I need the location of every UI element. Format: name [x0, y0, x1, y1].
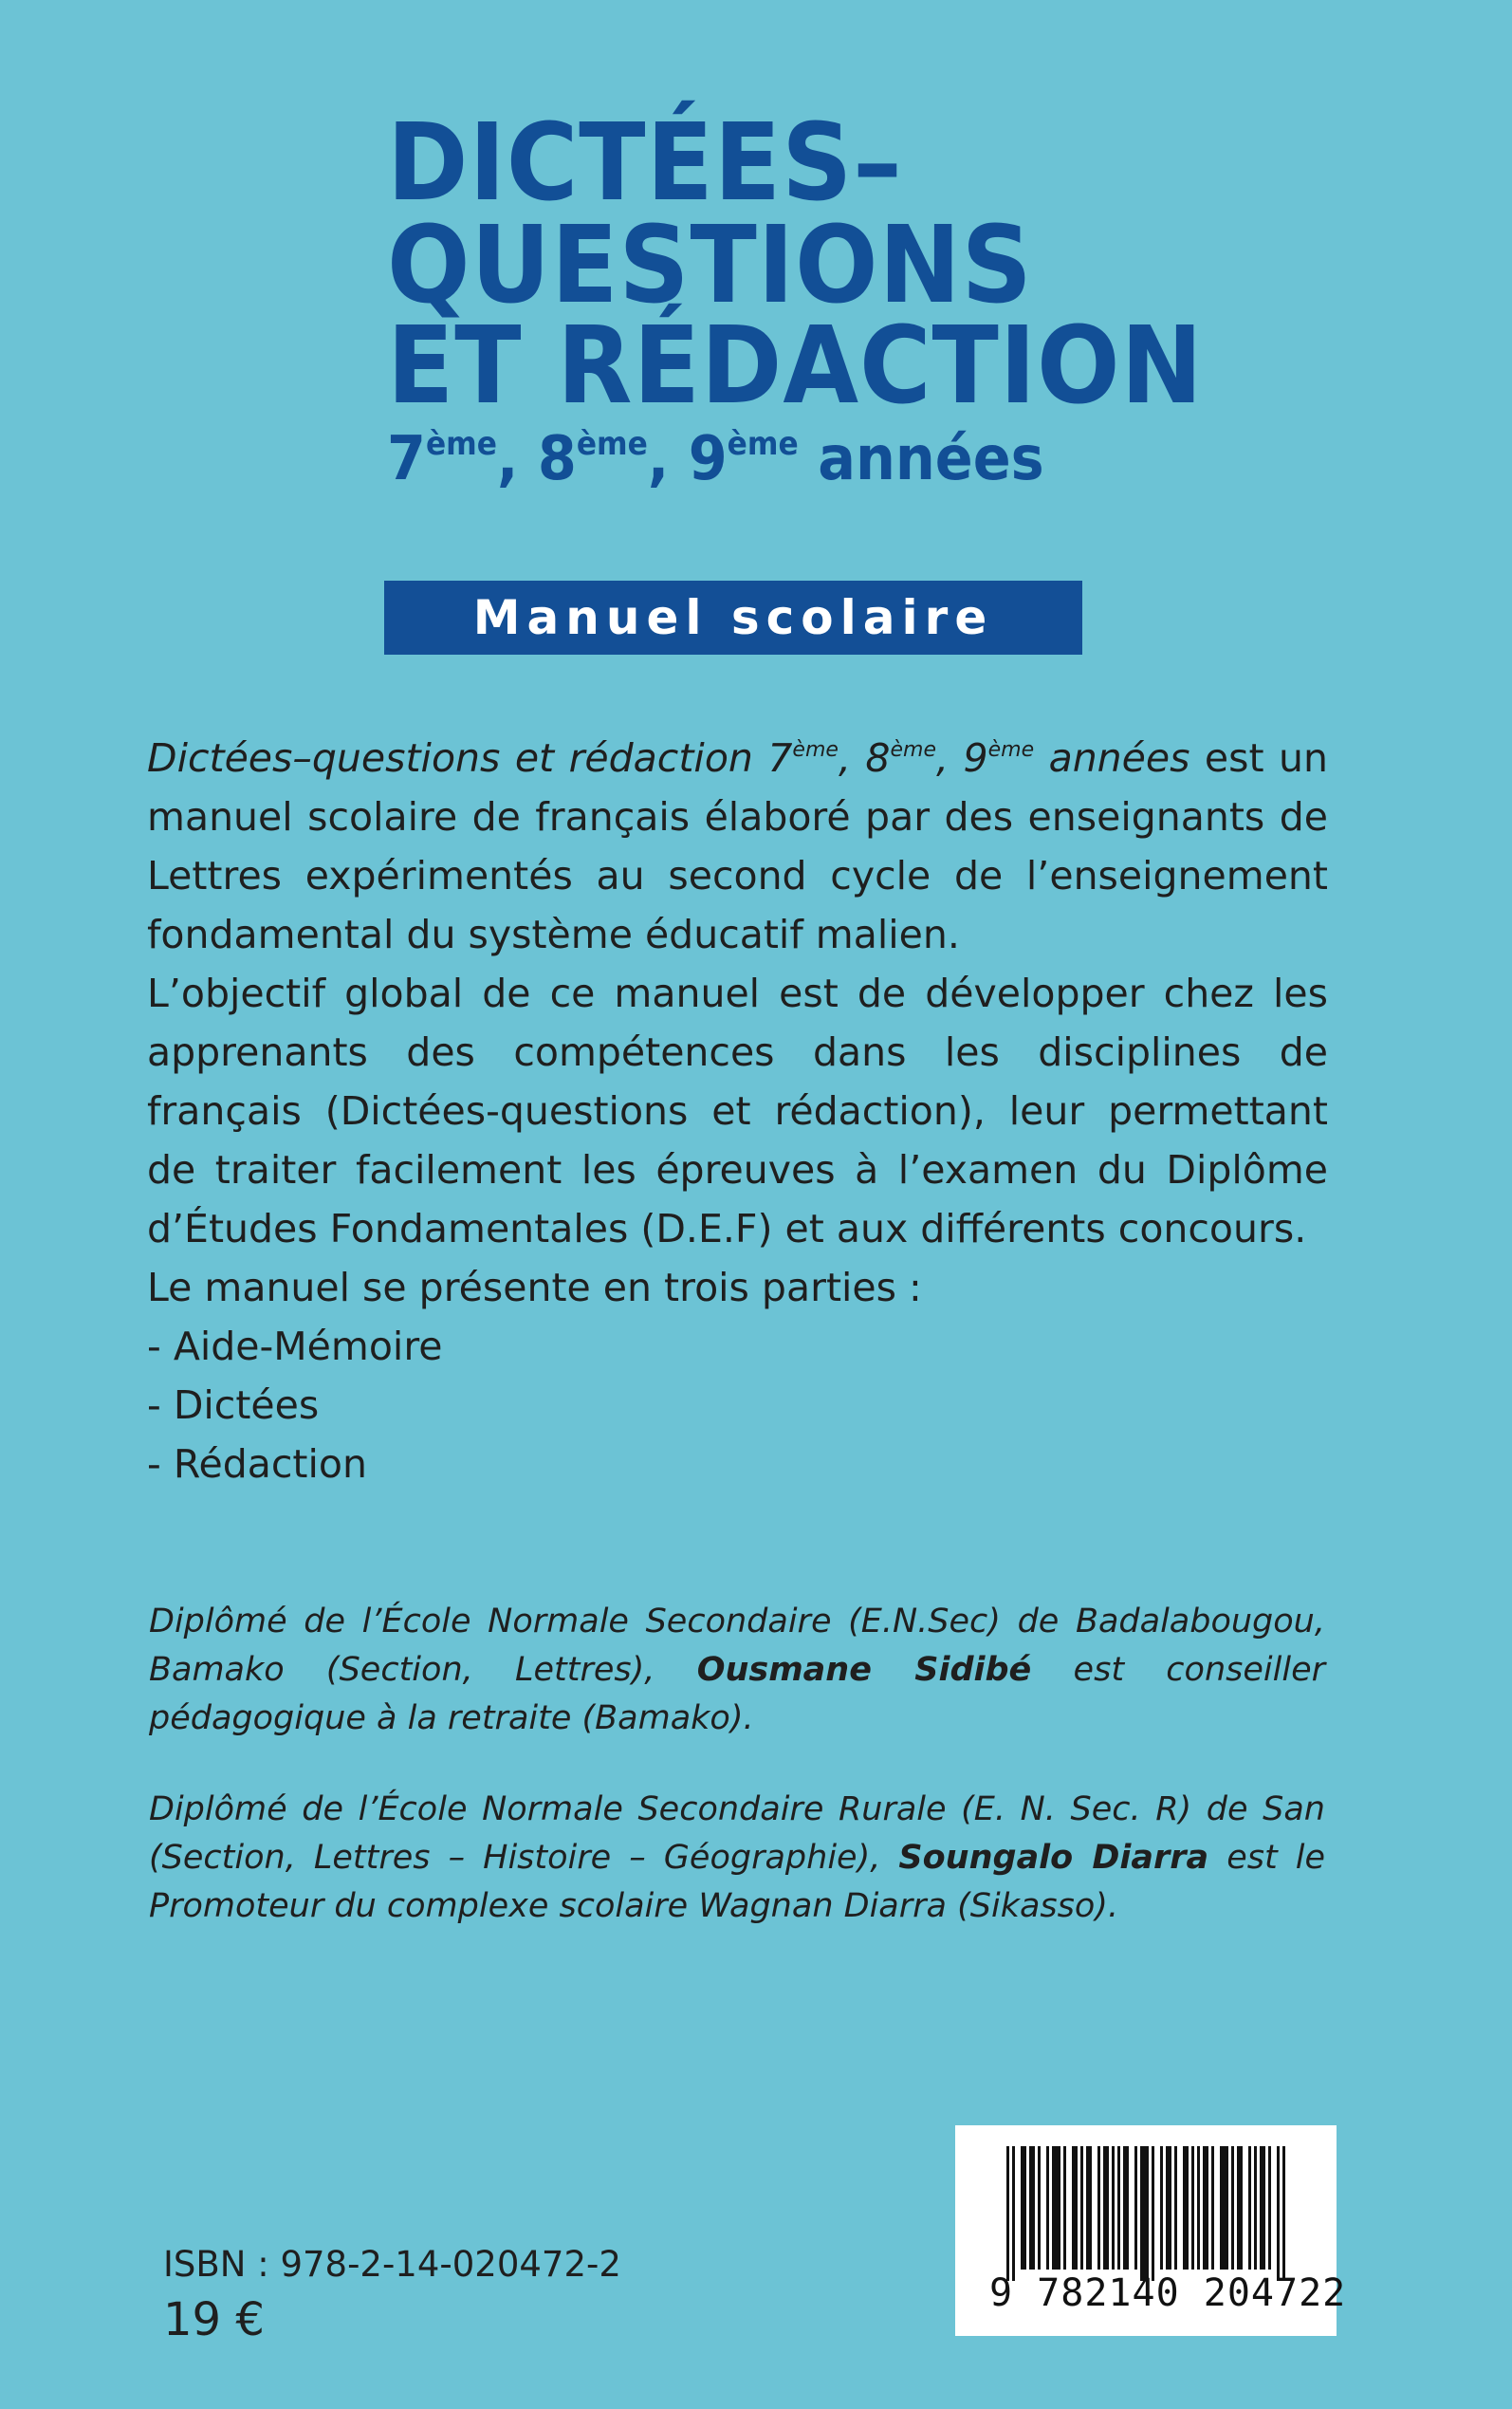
- barcode-bar: [1063, 2146, 1066, 2270]
- barcode-bar: [1220, 2146, 1223, 2270]
- barcode-bar: [1254, 2146, 1257, 2270]
- author-bio-diarra: Diplômé de l’École Normale Secondaire Rurale (E. N. Sec. R) de San (Section, Lettres – Histoire – Géographie), Soungalo Diarra est le Promoteur du complexe scolaire Wagnan Diarra (Sikasso).: [149, 1790, 1326, 1925]
- barcode: [955, 2125, 1347, 2336]
- barcode-bar: [1237, 2146, 1240, 2270]
- barcode-bar: [1240, 2146, 1243, 2270]
- barcode-bar: [1277, 2146, 1280, 2281]
- book-title: [387, 102, 1204, 497]
- description-parts-intro: Le manuel se présente en trois parties :: [147, 1265, 922, 1310]
- barcode-bar: [1052, 2146, 1055, 2270]
- barcode-bar: [1140, 2146, 1143, 2281]
- barcode-bar: [1226, 2146, 1228, 2270]
- book-description: [147, 729, 1328, 1493]
- list-item: - Dictées: [147, 1382, 320, 1428]
- barcode-bar: [1134, 2146, 1137, 2270]
- barcode-bar: [1055, 2146, 1058, 2270]
- barcode-bar: [1183, 2146, 1186, 2270]
- barcode-bar: [1046, 2146, 1049, 2270]
- barcode-bar: [1152, 2146, 1154, 2281]
- barcode-bar: [1029, 2146, 1032, 2270]
- author-bio-sidibe: Diplômé de l’École Normale Secondaire (E.N.Sec) de Badalabougou, Bamako (Section, Lettres), Ousmane Sidibé est conseiller pédagogique à la retraite (Bamako).: [149, 1603, 1325, 1737]
- barcode-bar: [1223, 2146, 1226, 2270]
- barcode-bar: [1186, 2146, 1189, 2270]
- barcode-bar: [1174, 2146, 1177, 2270]
- barcode-bar: [1203, 2146, 1206, 2270]
- barcode-bar: [1126, 2146, 1129, 2270]
- barcode-bar: [1146, 2146, 1149, 2281]
- barcode-bar: [1012, 2146, 1015, 2281]
- barcode-bar: [1089, 2146, 1092, 2270]
- grade-levels: 7ème, 8ème, 9ème années: [387, 424, 1044, 494]
- barcode-bar: [1197, 2146, 1200, 2270]
- barcode-bar: [1206, 2146, 1208, 2270]
- barcode-bar: [1263, 2146, 1265, 2270]
- barcode-bar: [1211, 2146, 1214, 2270]
- barcode-bar: [1166, 2146, 1169, 2270]
- barcode-bar: [1097, 2146, 1100, 2270]
- barcode-bar: [1231, 2146, 1234, 2270]
- description-intro: Dictées–questions et rédaction 7ème, 8ème, 9ème années est un manuel scolaire de français élaboré par des enseignants de Lettres expérimentés au second cycle de l’enseignement fondamental du système éducatif malien.: [147, 735, 1329, 957]
- barcode-bar: [1103, 2146, 1106, 2270]
- barcode-bar: [1169, 2146, 1171, 2270]
- barcode-bar: [1032, 2146, 1035, 2270]
- barcode-bar: [1086, 2146, 1089, 2270]
- barcode-bar: [1038, 2146, 1041, 2270]
- barcode-bar: [1072, 2146, 1075, 2270]
- title-line-2: QUESTIONS: [387, 204, 1033, 327]
- barcode-bar: [1106, 2146, 1109, 2270]
- barcode-bar: [1080, 2146, 1083, 2270]
- barcode-bar: [1268, 2146, 1271, 2270]
- price: 19 €: [163, 2293, 265, 2346]
- author-name: Soungalo Diarra: [898, 1839, 1209, 1877]
- barcode-bar: [1006, 2146, 1009, 2281]
- barcode-bar: [1023, 2146, 1026, 2270]
- barcode-bar: [1123, 2146, 1126, 2270]
- barcode-bar: [1248, 2146, 1251, 2270]
- barcode-bar: [1160, 2146, 1163, 2270]
- list-item: - Aide-Mémoire: [147, 1324, 443, 1369]
- barcode-bar: [1021, 2146, 1023, 2270]
- manual-badge: Manuel scolaire: [384, 581, 1082, 655]
- author-name: Ousmane Sidibé: [696, 1651, 1032, 1689]
- description-objective: L’objectif global de ce manuel est de développer chez les apprenants des compétences dans les disciplines de français (Dictées-questions et rédaction), leur permettant de traiter facilement les épreuves à l’examen du Diplôme d’Études Fondamentales (D.E.F) et aux différents concours.: [147, 971, 1328, 1251]
- isbn: ISBN : 978-2-14-020472-2: [163, 2244, 621, 2285]
- barcode-bar: [1143, 2146, 1146, 2281]
- barcode-bar: [1058, 2146, 1060, 2270]
- barcode-bars: [1006, 2146, 1291, 2289]
- barcode-bar: [1191, 2146, 1194, 2270]
- title-line-3: ET RÉDACTION: [387, 305, 1204, 428]
- barcode-bar: [1282, 2146, 1285, 2281]
- barcode-bar: [1260, 2146, 1263, 2270]
- barcode-digits: 9 782140 204722: [989, 2271, 1347, 2315]
- barcode-bar: [1117, 2146, 1120, 2270]
- list-item: - Rédaction: [147, 1441, 367, 1487]
- title-line-1: DICTÉES–: [387, 102, 903, 225]
- barcode-bar: [1112, 2146, 1115, 2270]
- barcode-bar: [1075, 2146, 1078, 2270]
